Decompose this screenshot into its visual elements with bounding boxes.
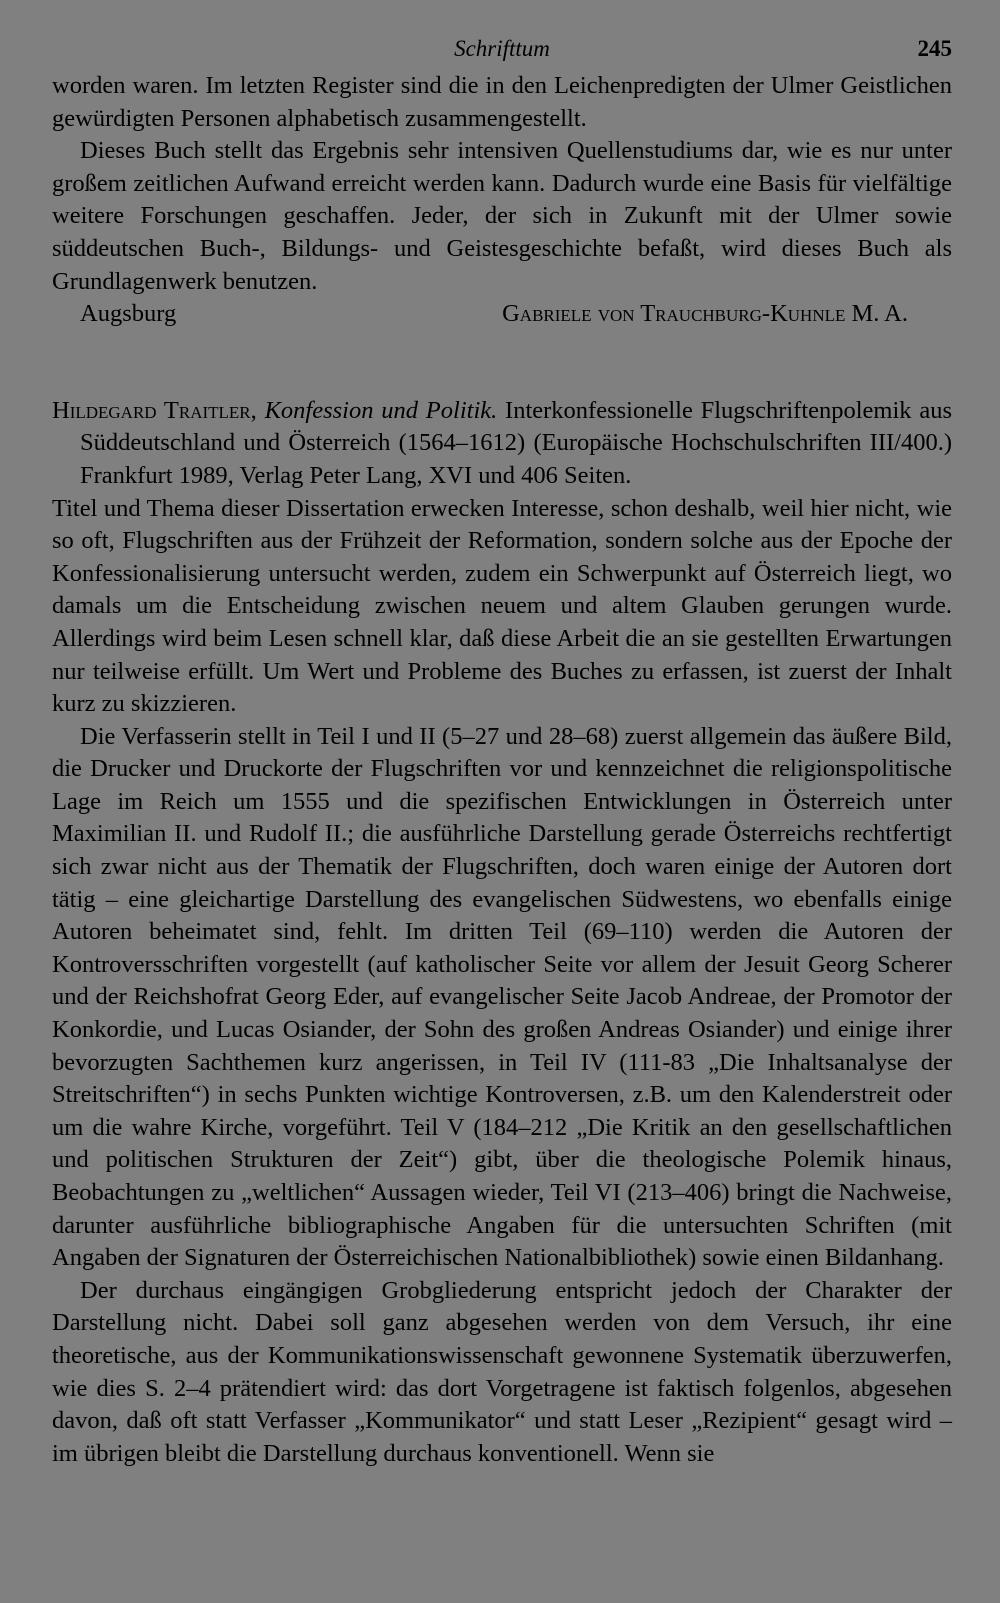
- signature-place: Augsburg: [80, 300, 177, 328]
- paragraph: Der durchaus eingängigen Grobgliederung entspricht jedoch der Charakter der Darstellung nicht. Dabei soll ganz abgesehen werden von dem Versuch, ihr eine theoretische, aus der Kommunikationswissenschaft gewonnene Systematik überzuwerfen, wie dies S. 2–4 prätendiert wird: das dort Vorgetragene ist faktisch folgenlos, abgesehen davon, daß oft statt Verfasser „Kommunikator“ und statt Leser „Rezipient“ gesagt wird – im übrigen bleibt die Darstellung durchaus konventionell. Wenn sie: [52, 1276, 952, 1467]
- book-page: [52, 30, 952, 1590]
- citation-title: Konfession und Politik.: [264, 396, 498, 424]
- signature-reviewer: Gabriele von Trauchburg-Kuhnle M. A.: [502, 300, 908, 328]
- page-number: 245: [917, 36, 952, 61]
- citation-details: Interkonfessionelle Flugschriftenpolemik aus Süddeutschland und Österreich (1564–1612) (Europäische Hochschulschriften III/400.) Frankfurt 1989, Verlag Peter Lang, XVI und 406 Seiten.: [80, 396, 952, 489]
- section-gap: [52, 331, 952, 395]
- paragraph-continued: worden waren. Im letzten Register sind die in den Leichenpredigten der Ulmer Geistlichen gewürdigten Personen alphabetisch zusammengestellt.: [52, 72, 952, 132]
- running-head: [52, 30, 952, 70]
- citation-author: Hildegard Traitler,: [52, 396, 257, 424]
- review-signature: [52, 298, 952, 331]
- paragraph: Dieses Buch stellt das Ergebnis sehr intensiven Quellenstudiums dar, wie es nur unter großem zeitlichen Aufwand erreicht werden kann. Dadurch wurde eine Basis für vielfältige weitere Forschungen geschaffen. Jeder, der sich in Zukunft mit der Ulmer sowie süddeutschen Buch-, Bildungs- und Geistesgeschichte befaßt, wird dieses Buch als Grundlagenwerk benutzen.: [52, 137, 952, 295]
- paragraph: Titel und Thema dieser Dissertation erwecken Interesse, schon deshalb, weil hier nicht, wie so oft, Flugschriften aus der Frühzeit der Reformation, sondern solche aus der Epoche der Konfessionalisierung untersucht werden, zudem ein Schwerpunkt auf Österreich liegt, wo damals um die Entscheidung zwischen neuem und altem Glauben gerungen wurde. Allerdings wird beim Lesen schnell klar, daß diese Arbeit die an sie gestellten Erwartungen nur teilweise erfüllt. Um Wert und Probleme des Buches zu erfassen, ist zuerst der Inhalt kurz zu skizzieren.: [52, 494, 952, 718]
- page-body: [52, 70, 952, 1470]
- running-title: Schrifttum: [454, 36, 550, 61]
- book-citation: [52, 395, 952, 493]
- paragraph: Die Verfasserin stellt in Teil I und II (5–27 und 28–68) zuerst allgemein das äußere Bild, die Drucker und Druckorte der Flugschriften vor und kennzeichnet die religionspolitische Lage im Reich um 1555 und die spezifischen Entwicklungen in Österreich unter Maximilian II. und Rudolf II.; die ausführliche Darstellung gerade Österreichs rechtfertigt sich zwar nicht aus der Thematik der Flugschriften, doch waren einige der Autoren dort tätig – eine gleichartige Darstellung des evangelischen Südwestens, wo ebenfalls einige Autoren beheimatet sind, fehlt. Im dritten Teil (69–110) werden die Autoren der Kontroversschriften vorgestellt (auf katholischer Seite vor allem der Jesuit Georg Scherer und der Reichshofrat Georg Eder, auf evangelischer Seite Jacob Andreae, der Promotor der Konkordie, und Lucas Osiander, der Sohn des großen Andreas Osiander) und einige ihrer bevorzugten Sachthemen kurz angerissen, in Teil IV (111-83 „Die Inhaltsanalyse der Streitschriften“) in sechs Punkten wichtige Kontroversen, z.B. um den Kalenderstreit oder um die wahre Kirche, vorgeführt. Teil V (184–212 „Die Kritik an den gesellschaftlichen und politischen Strukturen der Zeit“) gibt, über die theologische Polemik hinaus, Beobachtungen zu „weltlichen“ Aussagen wieder, Teil VI (213–406) bringt die Nachweise, darunter ausführliche bibliographische Angaben für die untersuchten Schriften (mit Angaben der Signaturen der Österreichischen Nationalbibliothek) sowie einen Bildanhang.: [52, 722, 952, 1272]
